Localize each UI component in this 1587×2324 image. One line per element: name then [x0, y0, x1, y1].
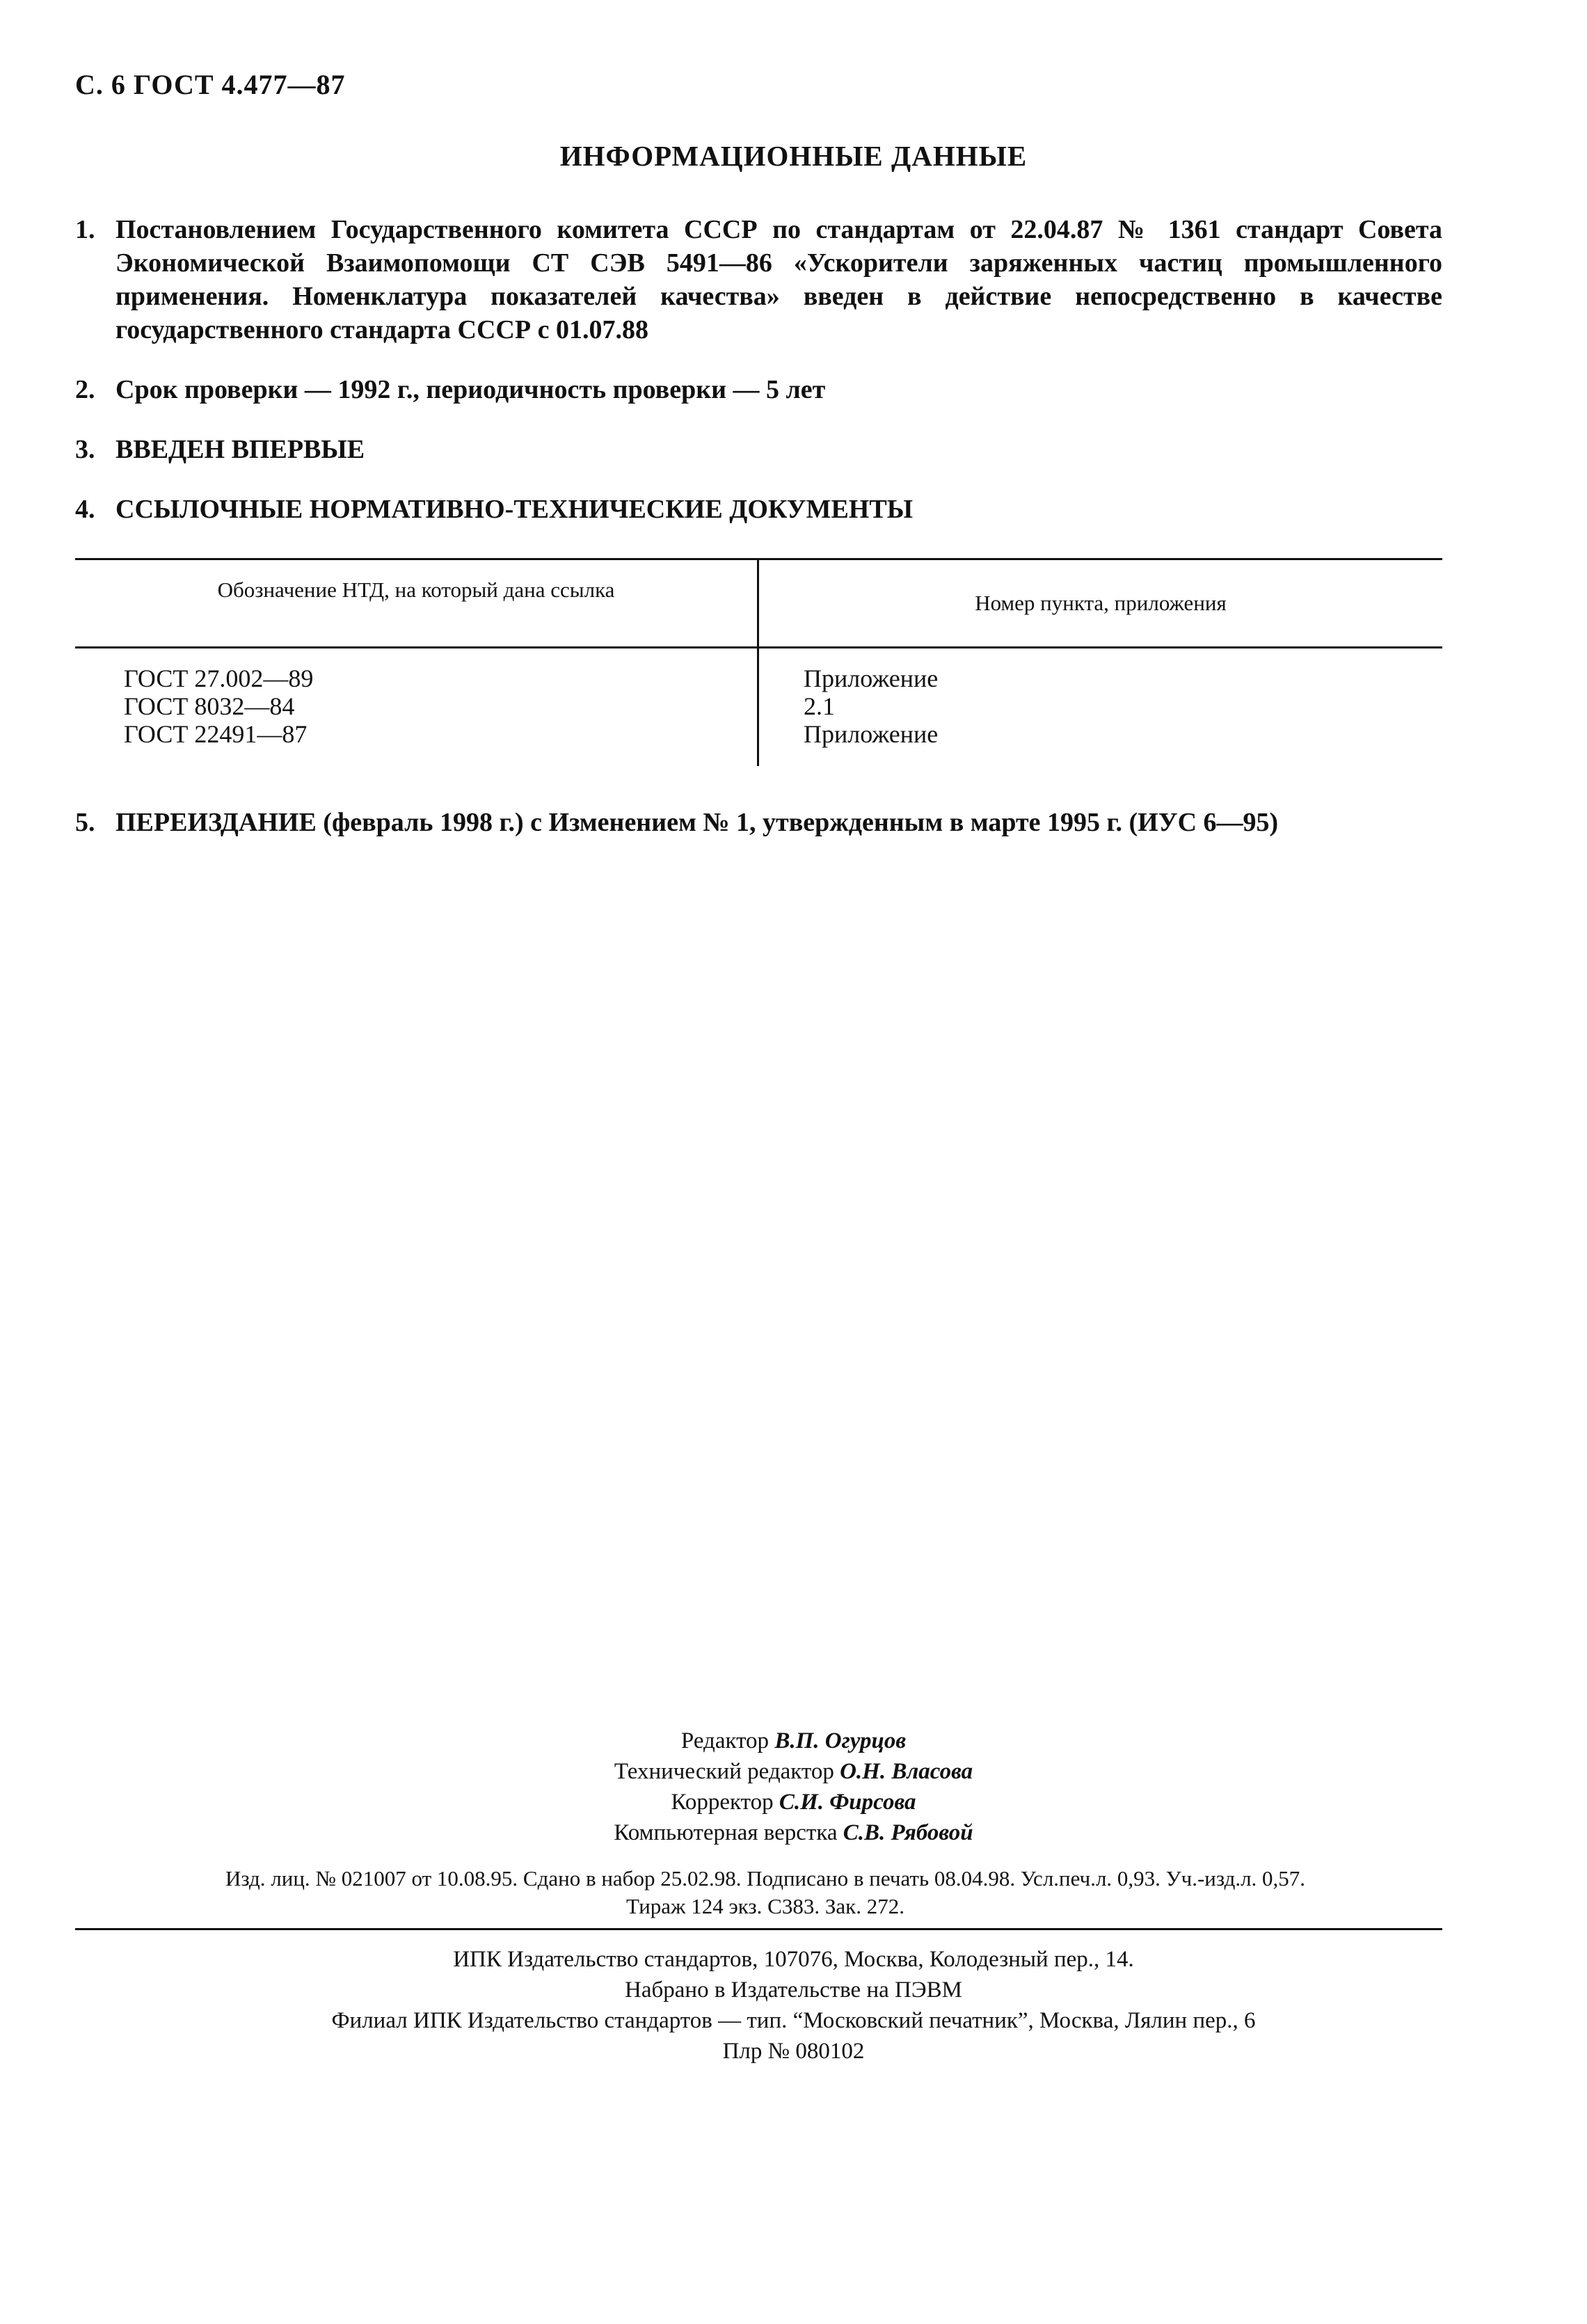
item-number: 5. [75, 808, 95, 837]
credit-role: Компьютерная верстка [614, 1820, 838, 1845]
table-cell-clause: Приложение [804, 664, 939, 692]
table-cell-clause: Приложение [804, 720, 939, 748]
reference-documents-table [75, 558, 1442, 766]
item-number: 1. [75, 215, 95, 244]
item-text: ПЕРЕИЗДАНИЕ (февраль 1998 г.) с Изменением № 1, утвержденным в марте 1995 г. (ИУС 6—95) [115, 808, 1279, 837]
table-column-divider [757, 560, 759, 766]
table-column-clauses [804, 664, 938, 748]
publisher-line: ИПК Издательство стандартов, 107076, Москва, Колодезный пер., 14. [453, 1947, 1134, 1972]
info-item-4 [75, 493, 1442, 526]
info-item-5 [75, 806, 1442, 839]
item-number: 3. [75, 435, 95, 464]
print-imprint [111, 1865, 1419, 1920]
table-cell-document: ГОСТ 22491—87 [124, 720, 308, 748]
credit-name: О.Н. Власова [840, 1759, 973, 1784]
publisher-line: Набрано в Издательстве на ПЭВМ [625, 1977, 962, 2003]
horizontal-divider [75, 1928, 1442, 1930]
table-cell-clause: 2.1 [804, 692, 835, 720]
item-text: Постановлением Государственного комитета СССР по стандартам от 22.04.87 № 1361 стандарт Совета Экономической Взаимопомощи СТ СЭВ 5491—86 «Ускорители заряженных частиц промышленного применения. Номенклатура показателей качества» введен в действие непосредственно в качестве государственного стандарта СССР с 01.07.88 [115, 215, 1442, 344]
table-header-document: Обозначение НТД, на который дана ссылка [217, 578, 615, 602]
item-number: 4. [75, 495, 95, 524]
table-header-clause: Номер пункта, приложения [975, 591, 1227, 615]
publisher-line: Плр № 080102 [722, 2039, 865, 2064]
credit-name: С.В. Рябовой [843, 1820, 973, 1845]
info-item-3 [75, 433, 1442, 466]
credit-role: Редактор [680, 1728, 769, 1753]
item-text: ВВЕДЕН ВПЕРВЫЕ [115, 435, 365, 464]
item-number: 2. [75, 375, 95, 404]
page-title: ИНФОРМАЦИОННЫЕ ДАННЫЕ [559, 140, 1028, 172]
publisher-line: Филиал ИПК Издательство стандартов — тип. “Московский печатник”, Москва, Лялин пер., 6 [331, 2008, 1256, 2033]
table-column-documents [124, 664, 313, 748]
item-text: Срок проверки — 1992 г., периодичность проверки — 5 лет [115, 375, 826, 404]
info-item-1 [75, 213, 1442, 347]
publisher-info [0, 1944, 1587, 2067]
credit-name: В.П. Огурцов [774, 1728, 907, 1753]
editorial-credits [0, 1726, 1587, 1848]
page-header: С. 6 ГОСТ 4.477—87 [75, 69, 346, 100]
credit-technical-editor [0, 1756, 1587, 1787]
credit-layout [0, 1817, 1587, 1848]
table-cell-document: ГОСТ 27.002—89 [124, 664, 314, 692]
item-text: ССЫЛОЧНЫЕ НОРМАТИВНО-ТЕХНИЧЕСКИЕ ДОКУМЕНТЫ [115, 495, 914, 524]
credit-proofreader [0, 1787, 1587, 1817]
credit-editor [0, 1726, 1587, 1756]
credit-role: Технический редактор [614, 1759, 834, 1784]
credit-name: С.И. Фирсова [779, 1790, 916, 1815]
table-cell-document: ГОСТ 8032—84 [124, 692, 295, 720]
imprint-line: Тираж 124 экз. С383. Зак. 272. [626, 1894, 904, 1918]
info-item-2 [75, 373, 1442, 406]
credit-role: Корректор [671, 1790, 774, 1815]
imprint-line: Изд. лиц. № 021007 от 10.08.95. Сдано в набор 25.02.98. Подписано в печать 08.04.98. Усл.печ.л. 0,93. Уч.-изд.л. 0,57. [225, 1866, 1306, 1891]
